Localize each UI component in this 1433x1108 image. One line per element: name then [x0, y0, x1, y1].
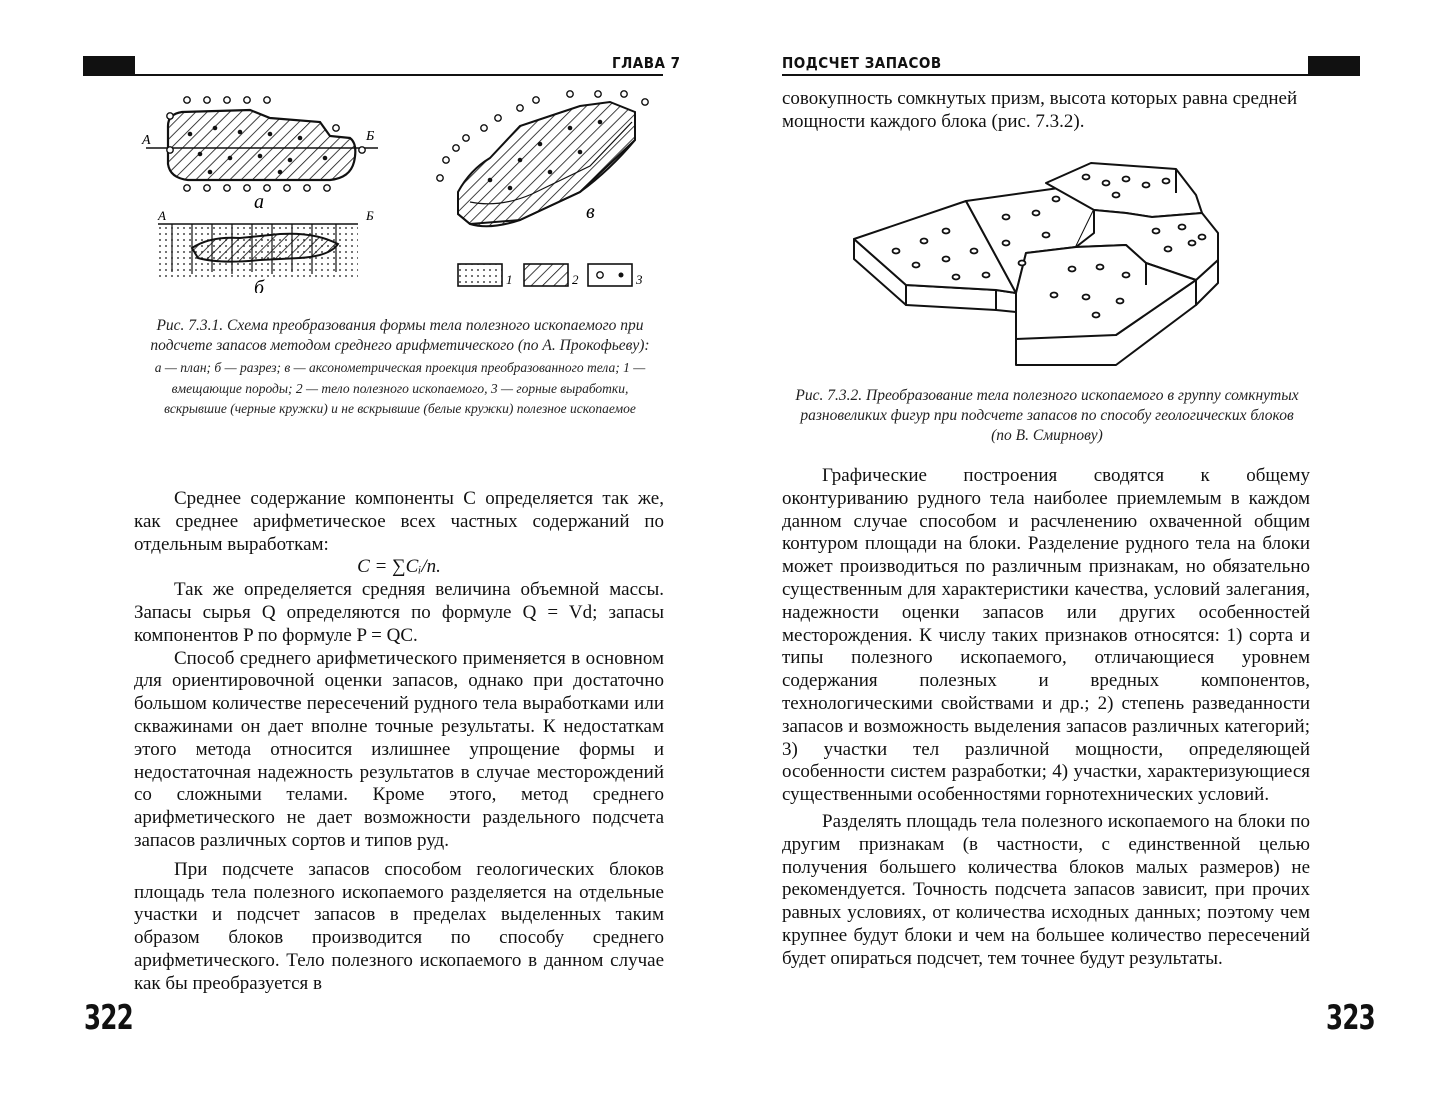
plan-label: а: [254, 191, 264, 213]
plan-view: [141, 97, 378, 213]
left-body-text: [134, 488, 664, 996]
legend-number-3: 3: [636, 272, 643, 287]
figure-legend: [458, 264, 643, 287]
figure-7-3-1-caption-main: Рис. 7.3.1. Схема преобразования формы тела полезного ископаемого при подсчете запасов методом среднего арифметического (по А. Прокофьеву):: [150, 317, 650, 354]
paragraph: Среднее содержание компоненты C определяется так же, как среднее арифметическое всех частных содержаний по отдельным выработкам:: [134, 488, 664, 555]
running-head-right: ПОДСЧЕТ ЗАПАСОВ: [782, 54, 942, 72]
header-rule-right: [782, 74, 1360, 76]
right-page: [716, 0, 1433, 1108]
plan-label-b: Б: [366, 129, 375, 144]
figure-7-3-2-caption: [792, 386, 1302, 446]
formula-mean-content: C = ∑Cᵢ/n.: [357, 556, 441, 578]
right-body-text: [782, 465, 1310, 971]
paragraph: Графические построения сводятся к общему оконтуриванию рудного тела наиболее приемлемым в каждом данном случае способом и расчленению охваченной общим контуром площади на блоки. Разделение рудного тела на блоки может производиться по различным признакам, но обязательно существенным для характеристики качества, условий залегания, надежности оценки запасов или других особенностей месторождения. К числу таких признаков относятся: 1) сорта и типы полезного ископаемого, отличающиеся уровнем содержания полезных и вредных компонентов, технологическими свойствами и др.; 2) степень разведанности запасов и возможность выделения запасов различных категорий; 3) участки тел различной мощности, определяющей особенности систем разработки; 4) участки, характеризующиеся существенными особенностями горнотехнических условий.: [782, 465, 1310, 806]
running-head-left: ГЛАВА 7: [612, 54, 681, 72]
figure-7-3-1: [140, 88, 660, 293]
left-page: [0, 0, 716, 1108]
header-bar-left: [83, 56, 135, 76]
plan-label-a: А: [142, 133, 151, 148]
section-label: б: [254, 277, 265, 293]
legend-number-1: 1: [506, 272, 513, 287]
page-number-left: 322: [84, 998, 133, 1038]
page-number-right: 323: [1326, 998, 1375, 1038]
header-bar-right: [1308, 56, 1360, 76]
section-view: [157, 208, 374, 293]
legend-number-2: 2: [572, 272, 579, 287]
section-label-b: Б: [366, 208, 374, 223]
right-intro-text: [782, 88, 1312, 134]
figure-7-3-1-caption-legend: а — план; б — разрез; в — аксонометрическая проекция преобразованного тела; 1 — вмещающие породы; 2 — тело полезного ископаемого, 3 — горные выработки, вскрывшие (черные кружки) и не вскрывшие (белые кружки) полезное ископаемое: [154, 360, 646, 416]
paragraph: Разделять площадь тела полезного ископаемого на блоки по другим признакам (в частности, с единственной целью получения большего количества блоков малых размеров) не рекомендуется. Точность подсчета запасов зависит, при прочих равных условиях, от количества исходных данных; поэтому чем крупнее будут блоки и чем на большее количество пересечений будет опираться подсчет, тем точнее будут результаты.: [782, 810, 1310, 969]
paragraph: Способ среднего арифметического применяется в основном для ориентировочной оценки запасов, однако при достаточно большом количестве пересечений рудного тела выработками или скважинами он дает вполне точные результаты. К недостаткам этого метода относится излишнее упрощение формы и недостаточная надежность результатов в случае месторождений со сложными телами. Кроме этого, метод среднего арифметического не дает возможности раздельного подсчета запасов различных сортов и типов руд.: [134, 647, 664, 851]
paragraph: Так же определяется средняя величина объемной массы. Запасы сырья Q определяются по формуле Q = Vd; запасы компонентов P по формуле P = QC.: [134, 579, 664, 646]
figure-7-3-1-caption: [150, 316, 650, 420]
paragraph: совокупность сомкнутых призм, высота которых равна средней мощности каждого блока (рис. 7.3.2).: [782, 88, 1298, 132]
axonometric-label: в: [586, 201, 595, 223]
paragraph: При подсчете запасов способом геологических блоков площадь тела полезного ископаемого разделяется на отдельные участки и подсчет запасов в пределах выделенных таким образом блоков производится по способу среднего арифметического. Тело полезного ископаемого в данном случае как бы преобразуется в: [134, 858, 664, 994]
figure-7-3-2-caption-text: Рис. 7.3.2. Преобразование тела полезного ископаемого в группу сомкнутых разновеликих фигур при подсчете запасов по способу геологических блоков (по В. Смирнову): [795, 387, 1299, 444]
header-rule-left: [83, 74, 663, 76]
figure-7-3-2: [846, 155, 1236, 370]
axonometric-view: [437, 91, 648, 226]
section-label-a: А: [158, 208, 166, 223]
